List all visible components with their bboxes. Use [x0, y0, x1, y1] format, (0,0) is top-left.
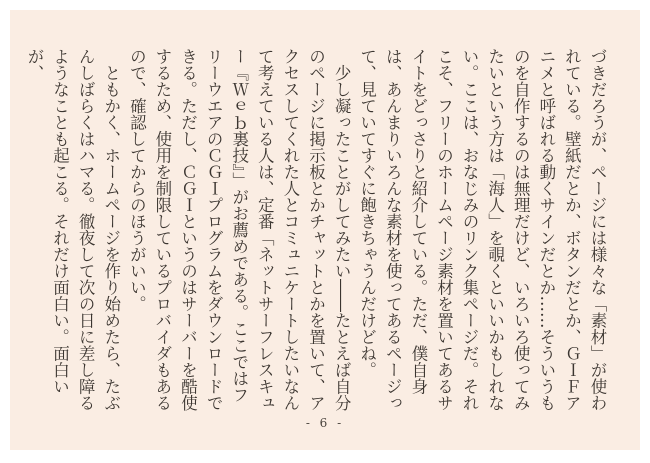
body-text	[24, 48, 610, 416]
book-page	[10, 10, 640, 450]
paragraph: 少し凝ったことがしてみたい――たとえば自分のページに掲示板とかチャットとかを置いて、アクセスしてくれた人とコミュニケートしたいなんて考えている人は、定番「ネットサーフレスキュー『Ｗｅｂ裏技』」がお薦めである。ここではフリーウエアのＣＧＩプログラムをダウンロードできる。ただし、ＣＧＩというのはサーバーを酷使するため、使用を制限しているプロバイダもあるので、確認してからのほうがいい。	[127, 48, 352, 411]
page-number: - 6 -	[305, 416, 345, 430]
paragraph: ともかく、ホームページを作り始めたら、たぶんしばらくはハマる。徹夜して次の日に差し障るようなことも起こる。それだけ面白い。面白いが、	[24, 48, 121, 411]
paragraph: づきだろうが、ページには様々な「素材」が使われている。壁紙だとか、ボタンだとか、ＧＩＦアニメと呼ばれる動くサインだとか……そういうものを自作するのは無理だけど、いろいろ使ってみたいという方は「海人」を覗くといいかもしれない。ここは、おなじみのリンク集ページだ。それこそ、フリーのホームページ素材を置いてあるサイトをどっさりと紹介している。ただ、僕自身は、あんまりいろんな素材を使ってあるページって、見ていてすぐに飽きちゃうんだけどね。	[357, 48, 607, 411]
